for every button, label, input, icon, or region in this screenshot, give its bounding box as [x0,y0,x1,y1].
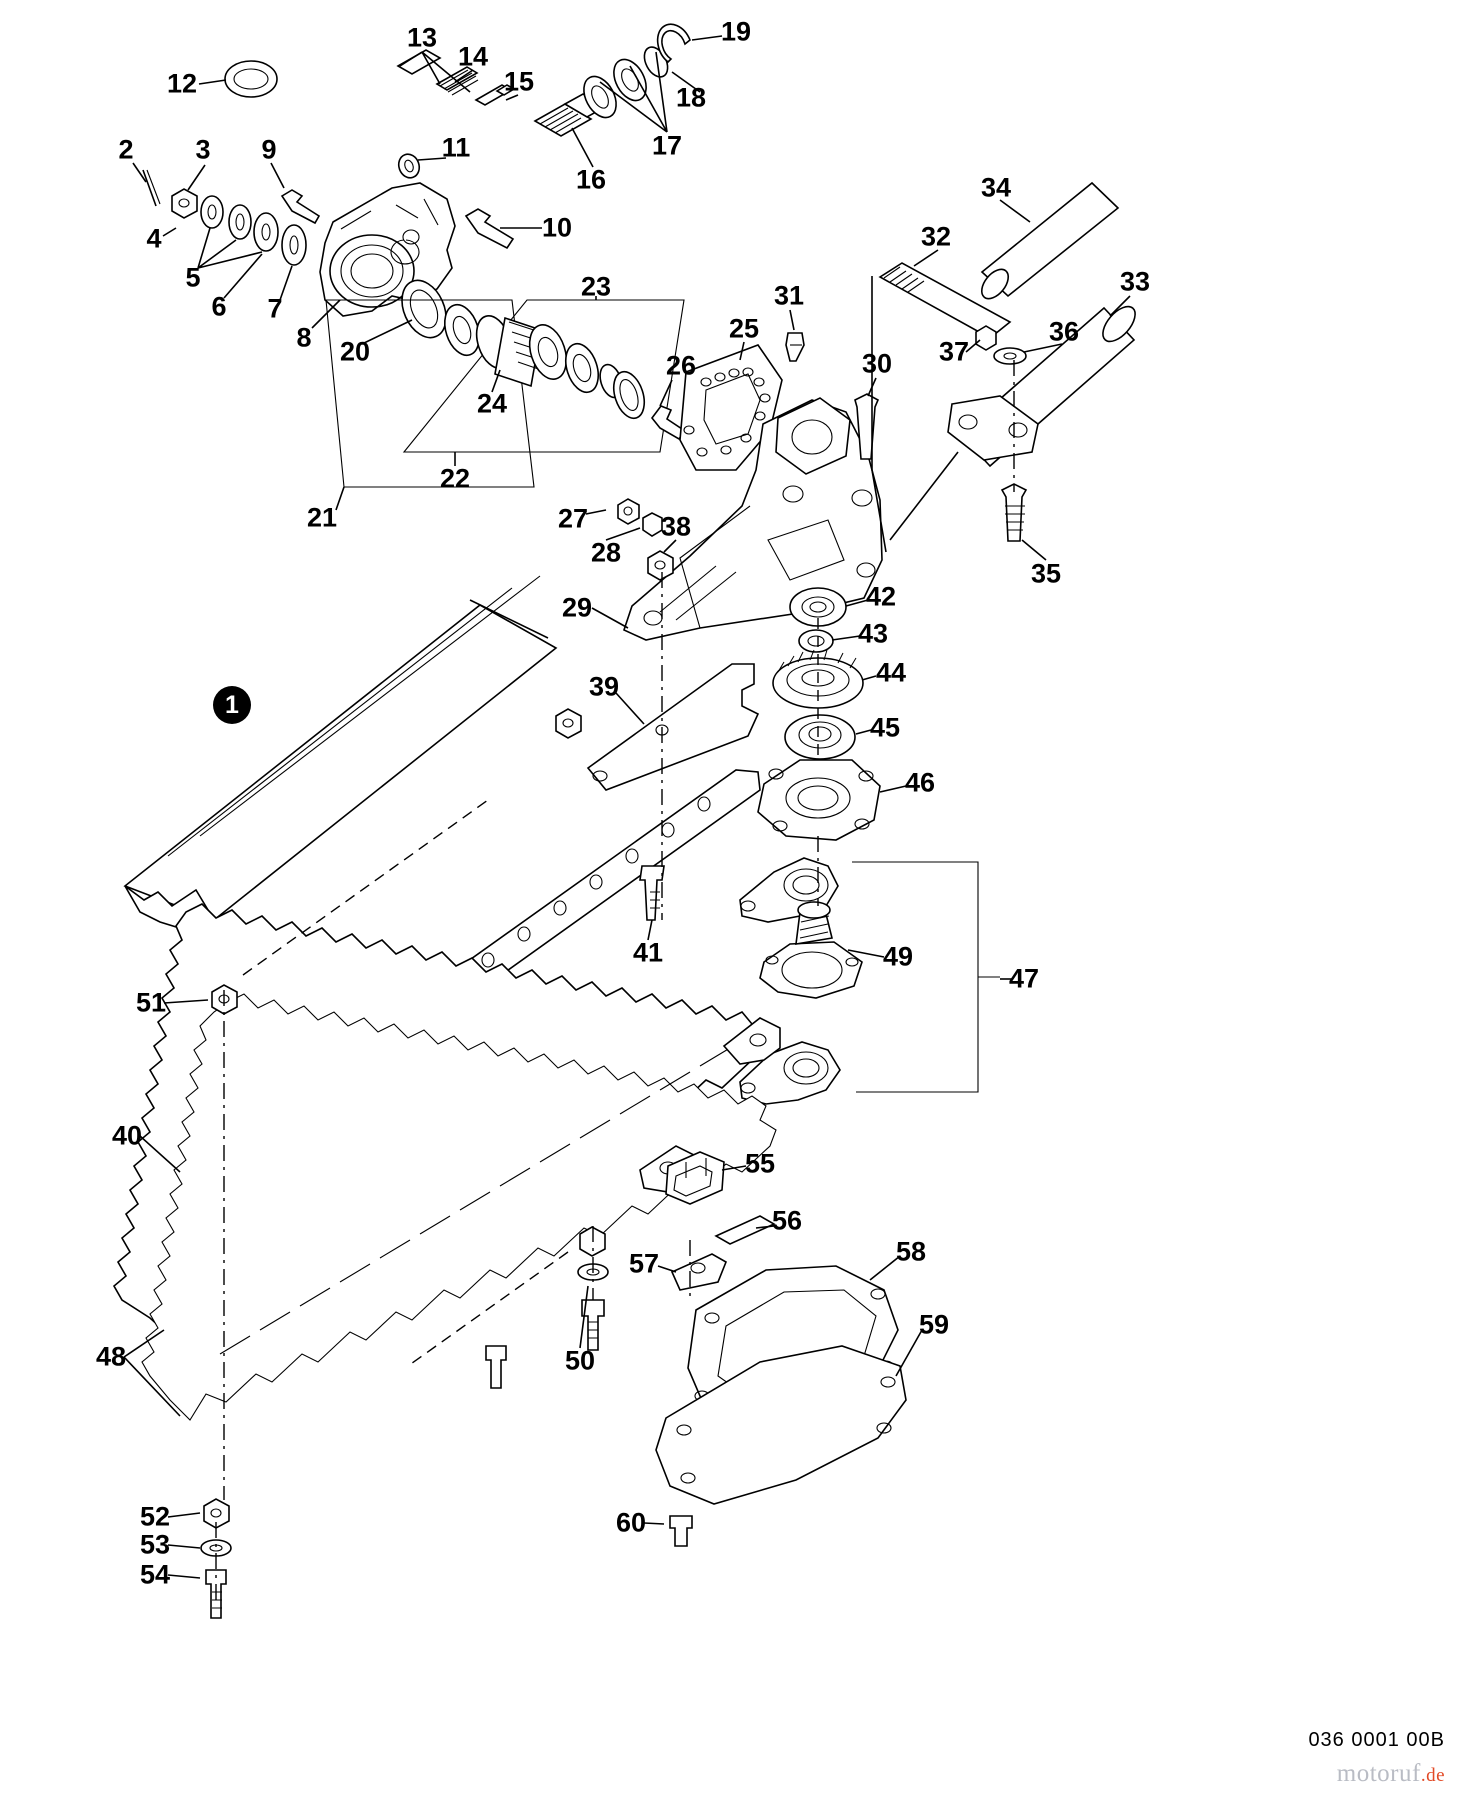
callout-36: 36 [1048,316,1080,347]
callout-18: 18 [675,82,707,113]
callout-31: 31 [773,280,805,311]
callout-23: 23 [580,271,612,302]
part-38-nut [648,551,673,580]
callout-12: 12 [166,68,198,99]
callout-34: 34 [980,172,1012,203]
callout-3: 3 [195,134,211,165]
callout-9: 9 [261,134,277,165]
callout-16: 16 [575,164,607,195]
callout-19: 19 [720,16,752,47]
part-11-ring [395,151,422,180]
watermark [1337,1760,1445,1788]
callout-20: 20 [339,336,371,367]
callout-56: 56 [771,1205,803,1236]
part-57-plate [672,1254,726,1290]
callout-4: 4 [146,223,162,254]
callout-14: 14 [457,41,489,72]
part-39-nut [556,709,581,738]
callout-15: 15 [503,66,535,97]
callout-1: 1 [213,686,251,724]
callout-54: 54 [139,1559,171,1590]
callout-60: 60 [615,1507,647,1538]
callout-47: 47 [1008,963,1040,994]
callout-45: 45 [869,712,901,743]
callout-59: 59 [918,1309,950,1340]
part-43-washer [799,630,833,652]
callout-6: 6 [211,291,227,322]
callout-25: 25 [728,313,760,344]
part-45-bearing [785,715,855,759]
callout-41: 41 [632,937,664,968]
callout-21: 21 [306,502,338,533]
part-27-28 [618,499,662,536]
callout-52: 52 [139,1501,171,1532]
callout-5: 5 [185,262,201,293]
callout-17: 17 [651,130,683,161]
part-46-housing [758,760,880,840]
callout-24: 24 [476,388,508,419]
callout-57: 57 [628,1248,660,1279]
part-47-group-bracket [852,862,978,1092]
callout-55: 55 [744,1148,776,1179]
part-3-nut [172,189,197,218]
callout-40: 40 [111,1120,143,1151]
callout-46: 46 [904,767,936,798]
callout-22: 22 [439,463,471,494]
callout-49: 49 [882,941,914,972]
callout-50: 50 [564,1345,596,1376]
part-41-bolt [640,866,664,920]
part-24-bearings [439,300,650,422]
callout-10: 10 [541,212,573,243]
callout-39: 39 [588,671,620,702]
callout-11: 11 [441,132,471,163]
callout-48: 48 [95,1341,127,1372]
diagram-part-number: 036 0001 00B [1308,1729,1445,1751]
callout-38: 38 [660,511,692,542]
part-19-snapring [658,24,690,62]
callout-43: 43 [857,618,889,649]
callout-33: 33 [1119,266,1151,297]
callout-58: 58 [895,1236,927,1267]
callout-28: 28 [590,537,622,568]
part-36-37 [976,326,1026,364]
part-60-bolt [670,1516,692,1546]
part-13-14-15 [398,50,514,105]
callout-2: 2 [118,134,134,165]
watermark-suffix: .de [1420,1765,1445,1786]
callout-32: 32 [920,221,952,252]
part-35-bolt [1002,484,1026,541]
callout-53: 53 [139,1529,171,1560]
callout-42: 42 [865,581,897,612]
callout-51: 51 [135,987,167,1018]
part-31-fitting [786,333,804,361]
callout-30: 30 [861,348,893,379]
callout-26: 26 [665,350,697,381]
part-1-cover [125,576,556,930]
callout-13: 13 [406,22,438,53]
watermark-text: motoruf [1336,1760,1421,1787]
callout-35: 35 [1030,558,1062,589]
part-2-pin [143,170,160,206]
part-56-spacer [716,1216,774,1244]
callout-44: 44 [875,657,907,688]
callout-8: 8 [296,322,312,353]
callout-37: 37 [938,336,970,367]
callout-29: 29 [561,592,593,623]
part-9-screw [282,190,319,223]
callout-7: 7 [267,293,283,324]
callout-27: 27 [557,503,589,534]
part-12-oring [225,61,277,97]
